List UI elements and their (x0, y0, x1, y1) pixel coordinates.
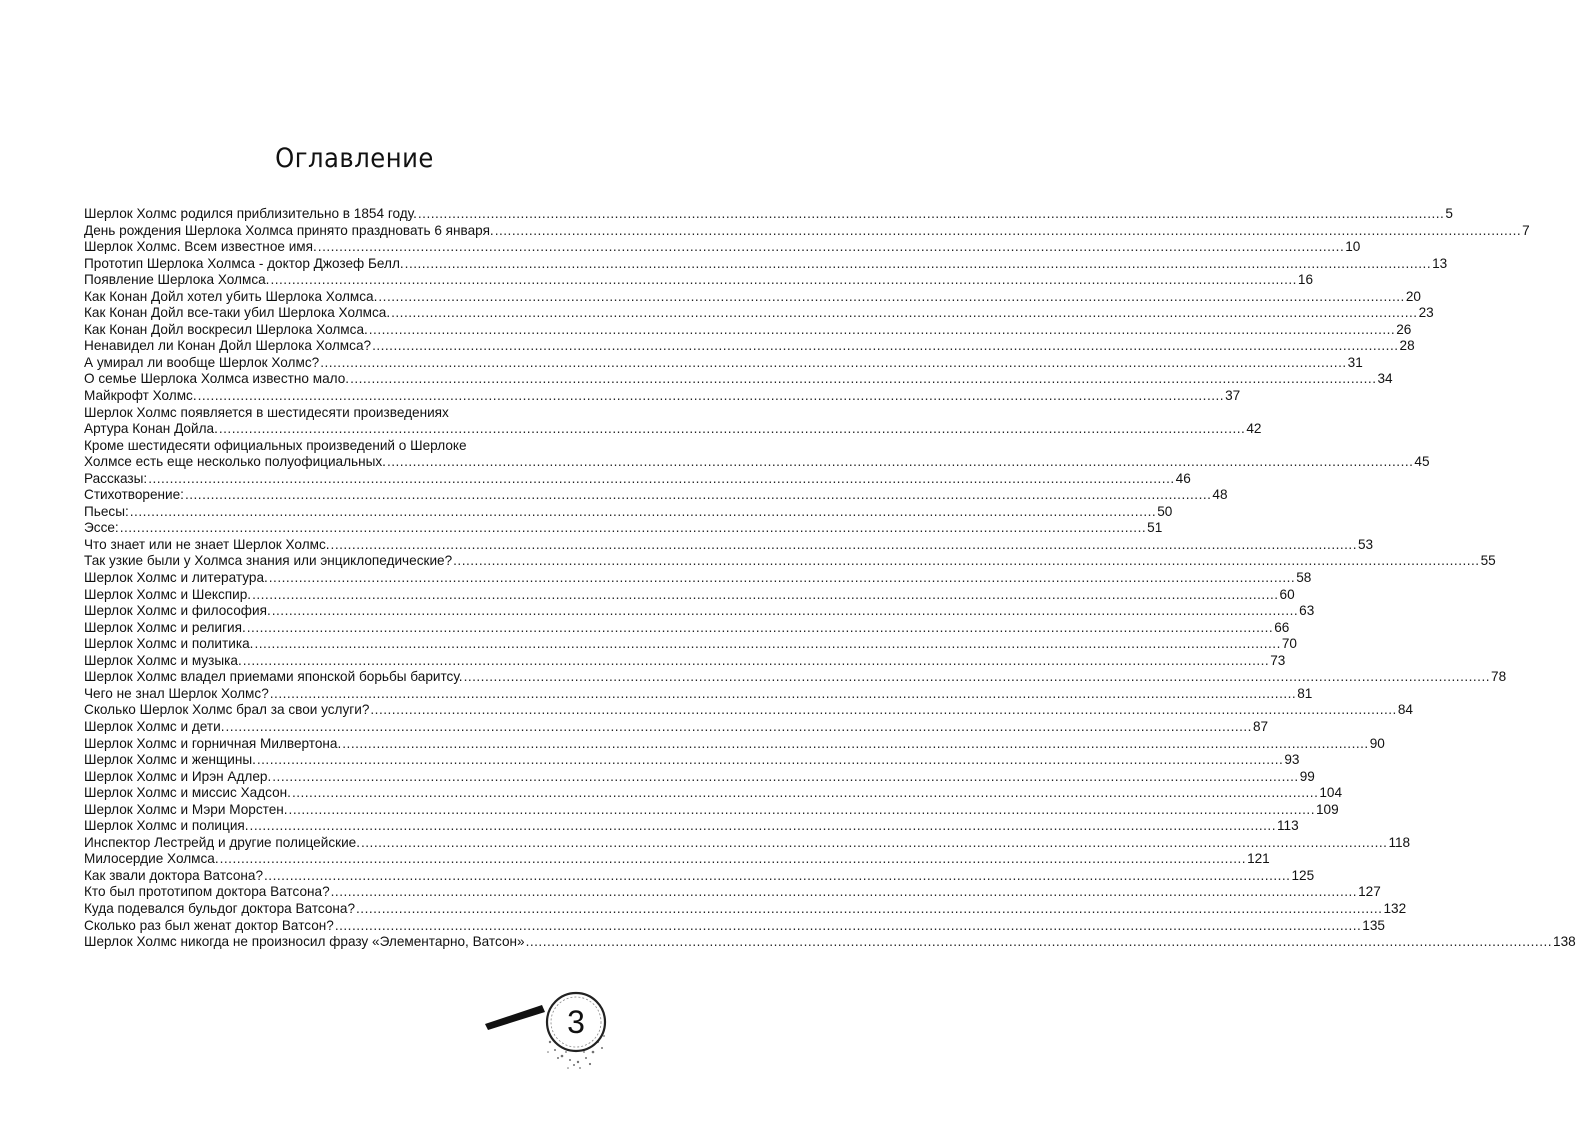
toc-entry-row (84, 255, 1448, 273)
toc-entry-row (84, 272, 1314, 289)
dot-leader (464, 669, 1490, 686)
toc-entry (84, 718, 1269, 736)
dot-leader (270, 686, 1296, 703)
toc-entry-page: 127 (1358, 884, 1381, 900)
toc-entry-title: Шерлок Холмс и политика. (84, 636, 254, 652)
magnifying-glass-icon (480, 972, 610, 1072)
toc-entry-title: Кто был прототипом доктора Ватсона? (84, 884, 330, 900)
dot-leader (372, 338, 1398, 355)
toc-entry (84, 669, 1507, 686)
toc-entry-title: Шерлок Холмс и музыка. (84, 652, 242, 668)
toc-entry-title: Шерлок Холмс и Шекспир. (84, 586, 252, 602)
toc-entry-title: Шерлок Холмс родился приблизительно в 1854 году. (84, 206, 417, 221)
toc-entry-row (84, 503, 1173, 521)
toc-entry-title: Как Конан Дойл воскресил Шерлока Холмса. (84, 321, 368, 337)
toc-entry-page: 113 (1276, 818, 1299, 834)
toc-entry (84, 801, 1339, 819)
toc-entry-row (84, 536, 1374, 554)
toc-entry-row (84, 636, 1297, 653)
toc-entry-title: Шерлок Холмс и философия. (84, 603, 271, 619)
toc-entry-title: Ненавидел ли Конан Дойл Шерлока Холмса? (84, 338, 372, 354)
toc-entry-page: 63 (1299, 603, 1315, 619)
toc-entry-page: 66 (1274, 619, 1290, 635)
toc-entry-page: 58 (1296, 570, 1312, 586)
dot-leader (219, 421, 1245, 438)
toc-entry (84, 272, 1314, 289)
toc-entry (84, 536, 1374, 554)
toc-entry-page: 34 (1377, 371, 1393, 387)
dot-leader (250, 818, 1276, 835)
toc-entry (84, 735, 1385, 753)
dot-leader (220, 851, 1246, 868)
toc-entry-page: 50 (1157, 503, 1173, 519)
toc-entry-page: 135 (1362, 917, 1385, 933)
toc-entry-title: Появление Шерлока Холмса. (84, 272, 270, 288)
toc-entry-row (84, 619, 1290, 637)
dot-leader (378, 289, 1404, 306)
toc-entry-title: А умирал ли вообще Шерлок Холмс? (84, 354, 320, 370)
dot-leader (270, 272, 1296, 289)
toc-entry-row (84, 206, 1453, 223)
dot-leader (243, 653, 1269, 670)
dot-leader (526, 934, 1552, 951)
toc-entry-page: 73 (1270, 652, 1286, 668)
toc-entry (84, 586, 1295, 604)
dot-leader (185, 487, 1211, 504)
toc-entry-row (84, 239, 1361, 256)
toc-entry-row (84, 818, 1299, 835)
toc-entry-title: Шерлок Холмс и религия. (84, 619, 246, 635)
toc-entry-page: 23 (1418, 305, 1434, 321)
toc-entry-title: День рождения Шерлока Холмса принято праздновать 6 января. (84, 222, 494, 238)
toc-entry-title-line: Шерлок Холмс появляется в шестидесяти произведениях (84, 404, 449, 420)
toc-entry-row (84, 768, 1315, 786)
toc-entry-row (84, 834, 1411, 852)
dot-leader (369, 322, 1395, 339)
toc-entry-title: Так узкие были у Холмса знания или энциклопедические? (84, 553, 453, 569)
toc-entry-row (84, 900, 1407, 918)
toc-entry-title: Шерлок Холмс и миссис Хадсон. (84, 785, 291, 801)
toc-entry-page: 53 (1357, 536, 1374, 552)
dot-leader (418, 206, 1444, 223)
toc-entry-title: Шерлок Холмс и дети. (84, 718, 225, 734)
toc-entry-row (84, 321, 1412, 339)
toc-entry-row (84, 354, 1363, 372)
toc-entry (84, 917, 1385, 935)
toc-entry-page: 78 (1491, 669, 1507, 685)
toc-entry-page: 45 (1414, 454, 1430, 470)
dot-leader (495, 223, 1521, 240)
toc-entry (84, 503, 1173, 521)
toc-entry-row (84, 388, 1241, 405)
toc-entry-row (84, 371, 1393, 388)
dot-leader (130, 504, 1156, 521)
toc-entry (84, 619, 1290, 637)
toc-entry-row (84, 570, 1312, 587)
page-number: 3 (567, 1004, 585, 1040)
toc-entry-page: 118 (1388, 834, 1411, 850)
toc-entry (84, 338, 1415, 355)
toc-entry-title: Шерлок Холмс владел приемами японской борьбы баритсу. (84, 669, 463, 685)
toc-entry-title: Пьесы: (84, 503, 129, 519)
toc-entry (84, 603, 1315, 620)
dot-leader (342, 736, 1368, 753)
dot-leader (292, 785, 1318, 802)
toc-entry-page: 99 (1299, 768, 1315, 784)
toc-entry-row (84, 934, 1576, 951)
toc-entry-title: Как Конан Дойл хотел убить Шерлока Холмса. (84, 288, 378, 304)
toc-entry-page: 26 (1396, 321, 1412, 337)
dot-leader (198, 388, 1224, 405)
toc-entry-row (84, 222, 1530, 240)
dot-leader (252, 587, 1278, 604)
toc-entry-page: 84 (1397, 702, 1413, 718)
dot-leader (453, 553, 1479, 570)
toc-entry (84, 768, 1315, 786)
toc-entry (84, 884, 1381, 901)
toc-entry-row (84, 586, 1295, 604)
toc-entry-row (84, 735, 1385, 753)
toc-entry (84, 900, 1407, 918)
toc-entry (84, 305, 1434, 322)
toc-entry-row (84, 470, 1191, 488)
toc-entry-page: 28 (1399, 338, 1415, 354)
toc-entry-row (84, 553, 1496, 570)
dot-leader (254, 636, 1280, 653)
toc-entry-page: 70 (1281, 636, 1297, 652)
toc-entry-row (84, 785, 1343, 802)
toc-entry-row (84, 801, 1339, 819)
dot-leader (148, 471, 1174, 488)
toc-entry (84, 652, 1286, 670)
toc-entry-row (84, 752, 1300, 769)
dot-leader (331, 884, 1357, 901)
dot-leader (120, 520, 1146, 537)
toc-entry-title: Шерлок Холмс и Мэри Морстен. (84, 801, 288, 817)
dot-leader (361, 835, 1387, 852)
toc-entry-title: Что знает или не знает Шерлок Холмс. (84, 536, 330, 552)
toc-entry-page: 48 (1212, 487, 1228, 503)
toc-entry-row (84, 867, 1315, 885)
toc-entry-row (84, 421, 1262, 438)
toc-entry-row (84, 603, 1315, 620)
toc-entry-title: Стихотворение: (84, 487, 184, 503)
toc-entry-page: 13 (1432, 255, 1448, 271)
toc-entry (84, 636, 1297, 653)
table-of-contents (84, 206, 1576, 951)
toc-entry-title: Эссе: (84, 520, 119, 536)
toc-entry-page: 60 (1279, 586, 1295, 602)
toc-entry-page: 138 (1553, 934, 1576, 950)
toc-entry-row (84, 338, 1415, 355)
toc-entry-page: 20 (1405, 288, 1421, 304)
dot-leader (370, 702, 1396, 719)
dot-leader (264, 868, 1290, 885)
toc-entry-row (84, 487, 1228, 504)
dot-leader (350, 371, 1376, 388)
toc-entry-title: Как Конан Дойл все-таки убил Шерлока Холмса. (84, 305, 391, 321)
toc-entry (84, 222, 1530, 240)
toc-entry-title: О семье Шерлока Холмса известно мало. (84, 371, 350, 387)
toc-entry-page: 90 (1369, 735, 1385, 751)
toc-entry-title: Артура Конан Дойла. (84, 421, 218, 437)
toc-entry-page: 46 (1175, 470, 1191, 486)
toc-entry-title: Шерлок Холмс никогда не произносил фразу «Элементарно, Ватсон» (84, 934, 525, 950)
toc-entry-page: 93 (1284, 752, 1300, 768)
dot-leader (335, 918, 1361, 935)
toc-entry-title: Майкрофт Холмс. (84, 388, 197, 404)
toc-entry-title: Шерлок Холмс и женщины. (84, 752, 256, 768)
toc-entry-page: 87 (1252, 718, 1269, 734)
dot-leader (320, 355, 1346, 372)
dot-leader (318, 239, 1344, 256)
toc-entry-page: 16 (1297, 272, 1314, 288)
dot-leader (289, 802, 1315, 819)
dot-leader (272, 603, 1298, 620)
toc-entry-title: Прототип Шерлока Холмса - доктор Джозеф Белл. (84, 255, 404, 271)
dot-leader (226, 719, 1252, 736)
dot-leader (272, 769, 1298, 786)
toc-entry (84, 867, 1315, 885)
toc-entry (84, 239, 1361, 256)
toc-entry-row (84, 884, 1381, 901)
toc-entry-row (84, 685, 1313, 703)
toc-entry-title: Шерлок Холмс и горничная Милвертона. (84, 735, 342, 751)
toc-entry (84, 354, 1363, 372)
toc-entry-title: Сколько раз был женат доктор Ватсон? (84, 917, 334, 933)
toc-entry-title: Шерлок Холмс и литература. (84, 570, 268, 586)
toc-entry (84, 404, 1262, 438)
dot-leader (387, 454, 1413, 471)
toc-entry-title: Инспектор Лестрейд и другие полицейские. (84, 834, 360, 850)
toc-entry-row (84, 718, 1269, 736)
toc-entry-row (84, 305, 1434, 322)
toc-entry-page: 31 (1347, 354, 1363, 370)
toc-entry (84, 818, 1299, 835)
toc-entry (84, 520, 1163, 537)
dot-leader (391, 305, 1417, 322)
toc-entry-row (84, 520, 1163, 537)
toc-entry-page: 5 (1445, 206, 1453, 221)
toc-entry (84, 702, 1413, 719)
toc-entry-title: Милосердие Холмса. (84, 851, 219, 867)
toc-entry-page: 109 (1315, 801, 1339, 817)
toc-entry (84, 685, 1313, 703)
toc-entry-title: Как звали доктора Ватсона? (84, 867, 264, 883)
toc-entry-title: Шерлок Холмс. Всем известное имя. (84, 239, 317, 255)
toc-entry-page: 132 (1383, 900, 1407, 916)
toc-entry (84, 934, 1576, 951)
toc-entry-page: 55 (1480, 553, 1496, 569)
toc-entry-page: 81 (1297, 685, 1313, 701)
toc-entry-row (84, 851, 1270, 868)
toc-entry-title: Рассказы: (84, 470, 148, 486)
dot-leader (405, 256, 1431, 273)
toc-entry (84, 752, 1300, 769)
toc-entry-row (84, 917, 1385, 935)
toc-entry-page: 121 (1247, 851, 1270, 867)
toc-entry-title: Сколько Шерлок Холмс брал за свои услуги? (84, 702, 370, 718)
toc-entry-page: 10 (1345, 239, 1361, 255)
dot-leader (356, 901, 1382, 918)
toc-entry-page: 37 (1225, 388, 1241, 404)
toc-entry-title: Куда подевался бульдог доктора Ватсона? (84, 900, 356, 916)
toc-entry-row (84, 454, 1430, 471)
dot-leader (257, 752, 1283, 769)
toc-entry-title: Шерлок Холмс и полиция. (84, 818, 249, 834)
toc-entry-page: 7 (1522, 222, 1530, 238)
toc-entry-page: 125 (1291, 867, 1315, 883)
toc-entry (84, 437, 1430, 471)
toc-entry (84, 851, 1270, 868)
toc-entry (84, 553, 1496, 570)
toc-entry (84, 388, 1241, 405)
toc-entry (84, 834, 1411, 852)
toc-entry-page: 51 (1147, 520, 1163, 536)
toc-entry-title-line: Кроме шестидесяти официальных произведений о Шерлоке (84, 437, 467, 453)
toc-entry-page: 104 (1319, 785, 1343, 801)
toc-entry-row (84, 652, 1286, 670)
toc-entry (84, 570, 1312, 587)
dot-leader (331, 537, 1357, 554)
dot-leader (247, 620, 1273, 637)
toc-entry-row (84, 702, 1413, 719)
toc-entry (84, 470, 1191, 488)
page-title: Оглавление (275, 143, 434, 174)
toc-entry-row (84, 288, 1421, 306)
toc-entry (84, 785, 1343, 802)
toc-entry (84, 255, 1448, 273)
dot-leader (269, 570, 1295, 587)
toc-entry-title: Чего не знал Шерлок Холмс? (84, 685, 269, 701)
toc-entry-page: 42 (1246, 421, 1262, 437)
toc-entry (84, 321, 1412, 339)
toc-entry-title: Шерлок Холмс и Ирэн Адлер. (84, 768, 272, 784)
toc-entry (84, 288, 1421, 306)
toc-entry (84, 371, 1393, 388)
toc-entry-title: Холмсе есть еще несколько полуофициальных. (84, 454, 386, 470)
toc-entry-row (84, 669, 1507, 686)
toc-entry (84, 487, 1228, 504)
toc-entry (84, 206, 1453, 223)
